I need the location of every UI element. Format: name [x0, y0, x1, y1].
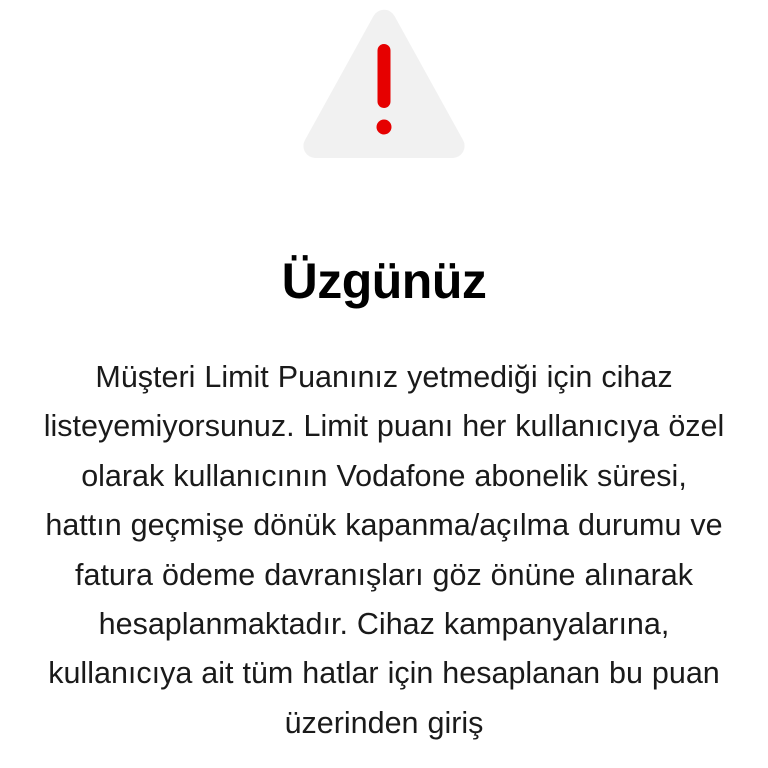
warning-triangle-icon: [299, 8, 469, 158]
warning-icon-container: [299, 8, 469, 158]
page-title: Üzgünüz: [281, 253, 487, 309]
error-message: Müşteri Limit Puanınız yetmediği için cihaz listeyemiyorsunuz. Limit puanı her kullanıcıya özel olarak kullanıcının Vodafone abonelik süresi, hattın geçmişe dönük kapanma/açılma durumu ve fatura ödeme davranışları göz önüne alınarak hesaplanmaktadır. Cihaz kampanyalarına, kullanıcıya ait tüm hatlar için hesaplanan bu puan üzerinden giriş: [43, 360, 725, 740]
